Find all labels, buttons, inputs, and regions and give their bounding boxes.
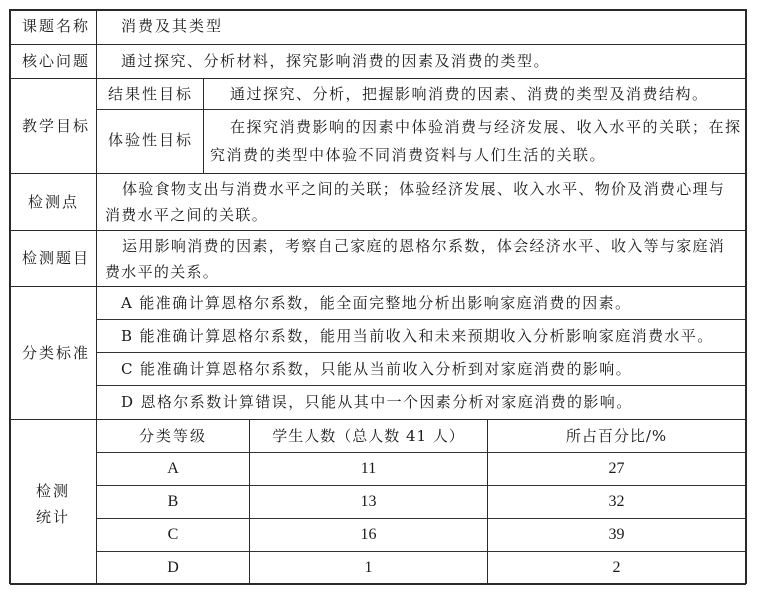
stats-divider xyxy=(96,551,746,552)
row-divider xyxy=(10,44,746,45)
stats-grade-b: B xyxy=(167,493,179,510)
stats-divider xyxy=(96,452,746,453)
checkpoint-label: 检测点 xyxy=(28,193,80,211)
stats-percent-c: 39 xyxy=(608,526,625,543)
question-line1: 运用影响消费的因素，考察自己家庭的恩格尔系数，体会经济水平、收入等与家庭消 xyxy=(122,237,726,255)
experience-goal-line1: 在探究消费影响的因素中体验消费与经济发展、收入水平的关联；在探 xyxy=(230,118,742,136)
stats-count-d: 1 xyxy=(364,559,373,576)
question-label: 检测题目 xyxy=(22,249,91,267)
checkpoint-line2: 消费水平之间的关联。 xyxy=(105,206,269,224)
row-divider xyxy=(10,173,746,174)
criteria-item-b: B 能准确计算恩格尔系数，能用当前收入和未来预期收入分析影响家庭消费水平。 xyxy=(121,327,714,345)
row-divider xyxy=(10,286,746,287)
stats-grade-a: A xyxy=(167,460,179,477)
checkpoint-line1: 体验食物支出与消费水平之间的关联；体验经济发展、收入水平、物价及消费心理与 xyxy=(122,180,726,198)
criteria-item-c: C 能准确计算恩格尔系数，只能从当前收入分析到对家庭消费的影响。 xyxy=(121,360,633,378)
stats-count-c: 16 xyxy=(360,526,377,543)
topic-label: 课题名称 xyxy=(22,17,91,35)
criteria-divider xyxy=(96,385,746,386)
stats-percent-d: 2 xyxy=(612,559,621,576)
criteria-divider xyxy=(96,352,746,353)
result-goal-value: 通过探究、分析，把握影响消费的因素、消费的类型及消费结构。 xyxy=(230,85,709,103)
stats-header-count: 学生人数（总人数 41 人） xyxy=(272,427,465,445)
row-divider xyxy=(10,419,746,420)
stats-count-a: 11 xyxy=(360,460,377,477)
stats-header-percent: 所占百分比/% xyxy=(565,427,668,445)
stats-grade-c: C xyxy=(167,526,179,543)
core-label: 核心问题 xyxy=(22,52,91,70)
topic-value: 消费及其类型 xyxy=(121,17,224,35)
question-line2: 费水平的关系。 xyxy=(105,263,220,281)
stats-label-line2: 统计 xyxy=(36,508,71,526)
row-divider xyxy=(10,230,746,231)
table-border-right xyxy=(745,9,747,584)
table-border-left xyxy=(9,9,11,584)
stats-header-grade: 分类等级 xyxy=(138,427,207,445)
goals-column-divider xyxy=(203,78,204,173)
stats-grade-d: D xyxy=(167,559,179,576)
criteria-item-a: A 能准确计算恩格尔系数，能全面完整地分析出影响家庭消费的因素。 xyxy=(121,294,632,312)
table-border-top xyxy=(10,9,746,11)
stats-divider xyxy=(96,518,746,519)
criteria-label: 分类标准 xyxy=(22,344,91,362)
stats-count-b: 13 xyxy=(360,493,377,510)
criteria-item-d: D 恩格尔系数计算错误，只能从其中一个因素分析对家庭消费的影响。 xyxy=(121,393,633,411)
stats-label-line1: 检测 xyxy=(36,482,71,500)
goals-divider xyxy=(96,109,746,110)
result-goal-label: 结果性目标 xyxy=(108,85,194,103)
criteria-divider xyxy=(96,319,746,320)
stats-percent-a: 27 xyxy=(608,460,625,477)
core-value: 通过探究、分析材料，探究影响消费的因素及消费的类型。 xyxy=(121,52,551,70)
experience-goal-label: 体验性目标 xyxy=(108,131,194,149)
goals-label: 教学目标 xyxy=(22,117,91,135)
table-border-bottom xyxy=(10,583,746,585)
experience-goal-line2: 究消费的类型中体验不同消费资料与人们生活的关联。 xyxy=(210,146,607,164)
stats-divider xyxy=(96,485,746,486)
row-divider xyxy=(10,78,746,79)
stats-percent-b: 32 xyxy=(608,493,625,510)
